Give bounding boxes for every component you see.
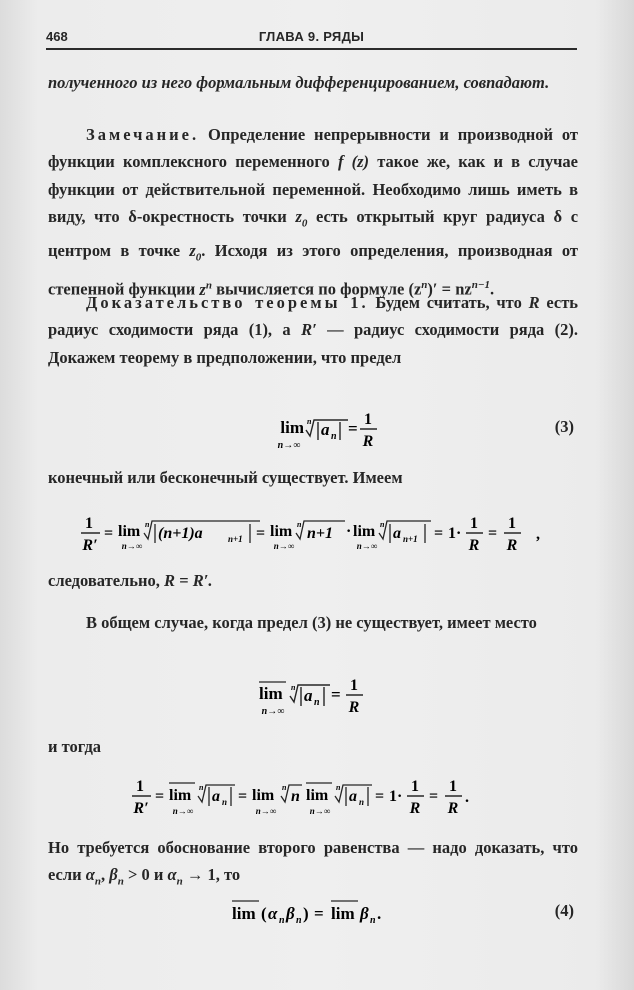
svg-text:n→∞: n→∞ [172, 806, 194, 816]
eqc-lim-2: lim [270, 523, 293, 540]
svg-text:a: a [212, 788, 220, 805]
paragraph-7-text: и тогда [48, 737, 102, 756]
equation-limsup-svg [48, 668, 578, 722]
svg-text:1: 1 [136, 778, 144, 795]
remark-text-g: вычисляется по формуле (z [216, 279, 422, 299]
svg-text:β: β [286, 904, 295, 923]
beta-n: $\beta_n$ [109, 865, 124, 888]
svg-text:=: = [314, 904, 324, 923]
paragraph-8-text-a: Но требуется обоснование второго равенства — надо доказать, что если [48, 838, 578, 885]
proof-paragraph [48, 289, 578, 371]
equation-chain-svg [48, 505, 578, 561]
remark-text-d: есть открытый круг радиуса [316, 206, 545, 226]
eqs-root-index: n [291, 683, 296, 692]
eqc-root-index-3: n [380, 520, 385, 529]
equation-limsup [48, 668, 578, 722]
svg-text:n: n [279, 915, 285, 926]
svg-text:1: 1 [449, 778, 457, 795]
eqc-a-sub: n+1 [403, 534, 418, 544]
svg-text:n: n [359, 797, 365, 807]
paragraph-7 [48, 733, 578, 760]
paragraph-6 [48, 609, 578, 636]
eqc-numer-3: 1 [508, 515, 516, 532]
paragraph-8: Но требуется обоснование второго равенства — надо доказать, что если $\alpha_n$, $\beta_n > 0$ и $\alpha_n \to 1$, то [48, 838, 578, 888]
remark-text-e: с центром в точке [48, 206, 579, 261]
equation-limsup-chain [48, 770, 578, 824]
chapter-title: ГЛАВА 9. РЯДЫ [258, 29, 365, 44]
svg-text:.: . [465, 789, 469, 806]
remark-z0-a: $z_0$ [295, 206, 308, 230]
proof-text-c: — радиус сходимости ряда (2). Докажем теорему в предположении, что предел [48, 320, 579, 367]
paragraph-8-text-b: > 0 и [127, 865, 164, 885]
eqc-root-index-1: n [145, 520, 150, 529]
svg-text:=: = [429, 788, 439, 805]
page-number: 468 [46, 29, 68, 44]
eqc-eq-4: = [488, 525, 498, 542]
eqc-eq-2: = [256, 525, 266, 542]
eq3-numer: 1 [364, 411, 372, 428]
eqs-a-sub: n [314, 697, 320, 708]
equation-4-svg [48, 893, 578, 933]
svg-text:n: n [282, 783, 287, 792]
proof-lead: Доказательство теоремы 1. [86, 293, 369, 312]
svg-text:a: a [349, 788, 357, 805]
svg-text:=: = [375, 788, 385, 805]
paragraph-5-text: следовательно, [48, 571, 160, 590]
paragraph-1-text: полученного из него формальным дифференцированием, совпадают. [48, 73, 550, 92]
remark-text-a: Определение непрерывности и производной от функции комплексного переменного [48, 125, 579, 172]
eqc-denom-3: R [506, 537, 518, 554]
eqc-lim-1: lim [118, 523, 141, 540]
eql-lim-1: lim [169, 787, 192, 804]
equation-3 [48, 402, 578, 454]
proof-text-a: Будем считать, что [375, 293, 522, 312]
eq3-a-sub: n [331, 431, 337, 442]
proof-R: R [528, 293, 540, 312]
eqc-eq-1: = [104, 525, 114, 542]
equation-chain [48, 505, 578, 561]
remark-text-c: -окрестность точки [136, 206, 287, 226]
svg-text:n: n [296, 915, 302, 926]
eq3-equals: = [348, 419, 358, 438]
svg-text:R′: R′ [133, 800, 149, 817]
eqc-lim-3: lim [353, 523, 376, 540]
svg-text:R: R [409, 800, 421, 817]
remark-fz: f (z) [337, 152, 370, 172]
eq4-lim-2: lim [331, 904, 355, 923]
equation-4-number: (4) [554, 901, 574, 920]
eqc-one-dot: 1· [448, 525, 462, 542]
eqc-sub-2: n→∞ [273, 541, 295, 551]
svg-text:n: n [336, 783, 341, 792]
eq3-denom: R [362, 433, 374, 450]
eq3-a: a [321, 420, 330, 439]
eqc-np1: n+1 [307, 525, 334, 542]
remark-delta: δ [128, 206, 137, 226]
remark-delta-2: δ [553, 206, 563, 226]
svg-text:=: = [155, 788, 165, 805]
alpha-n: $\alpha_n$ [85, 865, 102, 888]
eqs-sub: n→∞ [261, 706, 285, 717]
svg-text:·: · [346, 523, 352, 540]
paragraph-1 [48, 69, 578, 96]
page-header [46, 26, 577, 50]
svg-text:n: n [199, 783, 204, 792]
remark-text-f: . Исходя из этого определения, производная от степенной функции [48, 241, 578, 299]
proof-text-b: есть радиус сходимости ряда (1), а [48, 293, 579, 340]
svg-text:β: β [360, 904, 369, 923]
remark-text-i: . [490, 279, 495, 299]
remark-z0-b: $z_0$ [189, 241, 202, 264]
svg-text:,: , [536, 526, 540, 543]
equation-4 [48, 893, 578, 933]
svg-text:n: n [222, 797, 228, 807]
svg-text:1·: 1· [389, 788, 403, 805]
eqc-a: a [393, 525, 401, 542]
eq3-root-index: n [307, 417, 312, 426]
remark-zn: $z^n$ [199, 279, 212, 299]
svg-text:n→∞: n→∞ [309, 806, 331, 816]
svg-text:n: n [291, 788, 300, 805]
remark-paragraph: Замечание. Определение непрерывности и производной от функции комплексного переменного f (z) такое же, как и в случае функции от действительной переменной. Необходимо лишь иметь в виду, что δ-окрестность точки $z_0$ есть открытый круг радиуса δ с центром в точке $z_0$. Исходя из этого определения, производная от степенной функции $z^n$ вычисляется по формуле $(z^n)' = nz^{n-1}$. [48, 125, 579, 299]
svg-text:=: = [238, 788, 248, 805]
paragraph-4 [48, 464, 578, 491]
paragraph-6-text: В общем случае, когда предел (3) не существует, имеет место [86, 613, 537, 632]
eqc-numer: 1 [85, 515, 93, 532]
eqc-eq-3: = [434, 525, 444, 542]
paragraph-8-text-c: → 1, то [186, 865, 241, 885]
paragraph-4-text: конечный или бесконечный существует. Имеем [48, 468, 403, 487]
eqs-equals: = [331, 685, 341, 704]
svg-text:α: α [268, 904, 278, 923]
eql-lim-3: lim [306, 787, 329, 804]
eqc-numer-2: 1 [470, 515, 478, 532]
alpha-n-2: $\alpha_n$ [167, 865, 183, 888]
svg-text:(: ( [261, 904, 267, 923]
paragraph-5-eq: R = R′. [164, 571, 213, 590]
eqs-numer: 1 [350, 677, 358, 694]
eq4-lim-1: lim [232, 904, 256, 923]
svg-text:): ) [303, 904, 309, 923]
equation-limsup-chain-svg [48, 770, 578, 824]
eqc-inner-sub: n+1 [228, 534, 243, 544]
eqc-sub-1: n→∞ [121, 541, 143, 551]
paragraph-5 [48, 567, 578, 594]
svg-text:.: . [377, 904, 382, 923]
eql-lim-2: lim [252, 787, 275, 804]
svg-text:n: n [370, 915, 376, 926]
equation-3-svg [48, 402, 578, 454]
equation-3-number: (3) [554, 417, 574, 436]
eqs-a: a [304, 686, 313, 705]
eq3-lim: lim [280, 418, 304, 437]
svg-text:R: R [447, 800, 459, 817]
proof-Rprime: R′ [301, 320, 317, 340]
remark-text-b: такое же, как и в случае функции от действительной переменной. Необходимо лишь иметь в виду, что [48, 152, 578, 226]
remark-text-h: )′ = nz [427, 279, 472, 299]
eqs-lim: lim [259, 684, 283, 703]
svg-text:1: 1 [411, 778, 419, 795]
eqc-inner-1: (n+1)a [158, 525, 203, 542]
eqc-root-index-2: n [297, 520, 302, 529]
eqc-denom-2: R [468, 537, 480, 554]
svg-text:n→∞: n→∞ [255, 806, 277, 816]
eq3-sub: n→∞ [277, 440, 301, 451]
eqc-sub-3: n→∞ [356, 541, 378, 551]
eqc-denom: R′ [82, 537, 98, 554]
eqs-denom: R [348, 699, 360, 716]
remark-lead: Замечание. [86, 125, 200, 144]
